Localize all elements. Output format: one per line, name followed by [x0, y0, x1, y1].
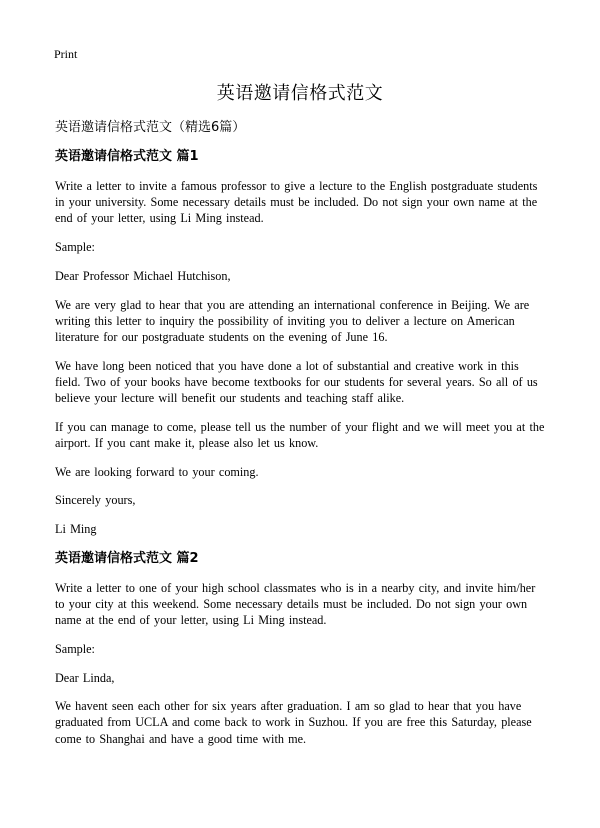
- letter-paragraph: If you can manage to come, please tell us the number of your flight and we will meet you at the airport. If you cant make it, please also let us know.: [55, 419, 545, 450]
- task-instructions: Write a letter to one of your high school classmates who is in a nearby city, and invite him/her to your city at this weekend. Some necessary details must be included. Do not sign your own name at the end of your letter, using Li Ming instead.: [55, 580, 536, 628]
- letter-salutation: Dear Professor Michael Hutchison,: [55, 268, 231, 283]
- document-title: 英语邀请信格式范文: [216, 83, 384, 104]
- section-heading: 英语邀请信格式范文 篇2: [55, 550, 199, 566]
- letter-signature: Li Ming: [55, 522, 97, 537]
- letter-paragraph: We havent seen each other for six years after graduation. I am so glad to hear that you have graduated from UCLA and come back to work in Suzhou. If you are free this Saturday, please come to Shanghai and have a good time with me.: [55, 699, 532, 746]
- section-1: [55, 148, 545, 537]
- document-body: [55, 118, 545, 759]
- sample-label: Sample:: [55, 641, 95, 656]
- letter-paragraph: We have long been noticed that you have done a lot of substantial and creative work in this field. Two of your books have become textbooks for our students for several years. So all of us believe your lecture will benefit our students and teaching staff alike.: [55, 358, 538, 406]
- section-2: [55, 550, 545, 747]
- letter-paragraph: We are very glad to hear that you are attending an international conference in Beijing. We are writing this letter to inquiry the possibility of inviting you to deliver a lecture on American literature for our postgraduate students on the evening of June 16.: [55, 297, 530, 344]
- letter-paragraph: We are looking forward to your coming.: [55, 464, 259, 479]
- section-heading: 英语邀请信格式范文 篇1: [55, 149, 199, 164]
- print-link[interactable]: Print: [54, 47, 78, 61]
- sample-label: Sample:: [55, 240, 95, 255]
- letter-salutation: Dear Linda,: [55, 670, 115, 685]
- document-subtitle: 英语邀请信格式范文（精选6篇）: [55, 120, 246, 135]
- letter-closing: Sincerely yours,: [55, 493, 136, 508]
- task-instructions: Write a letter to invite a famous professor to give a lecture to the English postgraduate students in your university. Some necessary details must be included. Do not sign your own name at the end of your letter, using Li Ming instead.: [55, 179, 538, 226]
